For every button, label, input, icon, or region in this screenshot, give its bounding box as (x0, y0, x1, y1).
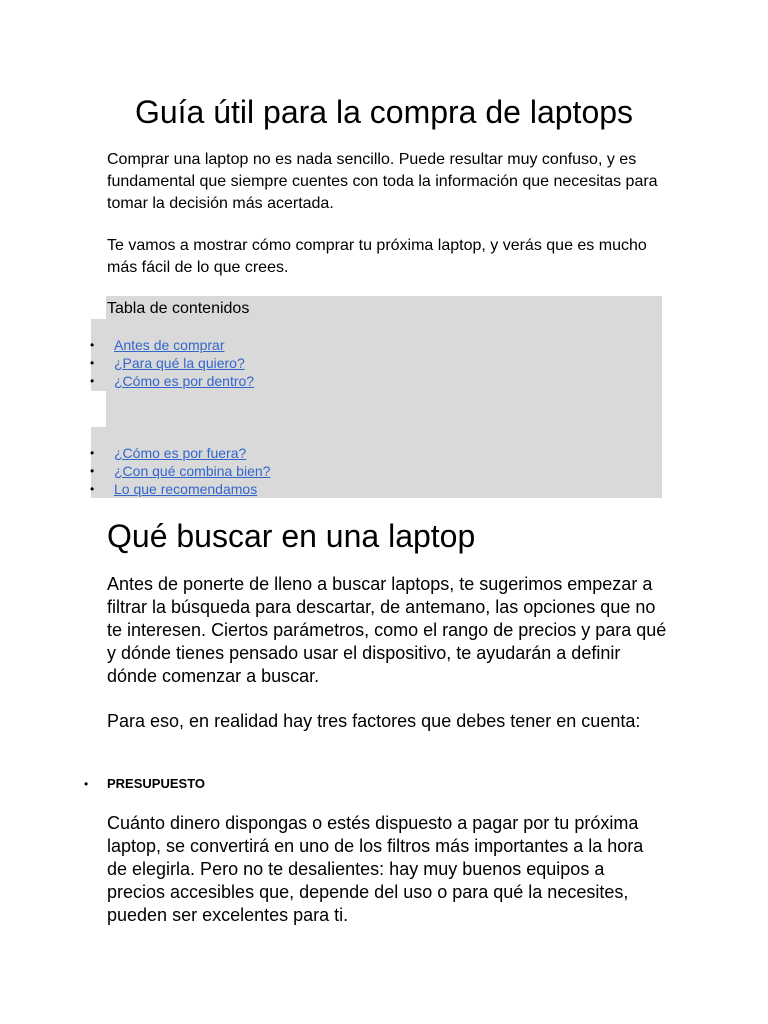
section-paragraph-1: Antes de ponerte de lleno a buscar laptops, te sugerimos empezar a filtrar la búsqueda para descartar, de antemano, las opciones que no te interesen. Ciertos parámetros, como el rango de precios y para qué y dónde tienes pensado usar el dispositivo, te ayudarán a definir dónde comenzar a buscar. (107, 574, 667, 686)
toc-link-con-que-combina-bien[interactable]: ¿Con qué combina bien? (114, 463, 271, 479)
bullet-icon: • (90, 338, 95, 352)
intro-paragraph-1: Comprar una laptop no es nada sencillo. Puede resultar muy confuso, y es fundamental que siempre cuentes con toda la información que necesitas para tomar la decisión más acertada. (107, 151, 658, 212)
bullet-icon: • (90, 482, 95, 496)
toc-link-para-que-la-quiero[interactable]: ¿Para qué la quiero? (114, 355, 245, 371)
toc-link-antes-de-comprar[interactable]: Antes de comprar (114, 337, 225, 353)
toc-link-como-es-por-dentro[interactable]: ¿Cómo es por dentro? (114, 373, 255, 389)
section-paragraph-2: Para eso, en realidad hay tres factores que debes tener en cuenta: (107, 711, 641, 731)
factor-label: PRESUPUESTO (107, 776, 206, 791)
toc-heading: Tabla de contenidos (107, 300, 250, 317)
toc-link-lo-que-recomendamos[interactable]: Lo que recomendamos (114, 481, 258, 497)
section-title: Qué buscar en una laptop (107, 518, 476, 554)
bullet-icon: • (90, 446, 95, 460)
bullet-icon: • (90, 374, 95, 388)
bullet-icon: • (90, 464, 95, 478)
bullet-icon: • (84, 777, 89, 791)
bullet-icon: • (90, 356, 95, 370)
section-paragraph-3: Cuánto dinero dispongas o estés dispuesto a pagar por tu próxima laptop, se convertirá en uno de los filtros más importantes a la hora de elegirla. Pero no te desalientes: hay muy buenos equipos a precios accesibles que, depende del uso o para qué la necesites, pueden ser excelentes para ti. (107, 813, 644, 925)
toc-link-como-es-por-fuera[interactable]: ¿Cómo es por fuera? (114, 445, 247, 461)
page-title: Guía útil para la compra de laptops (134, 94, 634, 130)
intro-paragraph-2: Te vamos a mostrar cómo comprar tu próxima laptop, y verás que es mucho más fácil de lo que crees. (107, 237, 647, 276)
